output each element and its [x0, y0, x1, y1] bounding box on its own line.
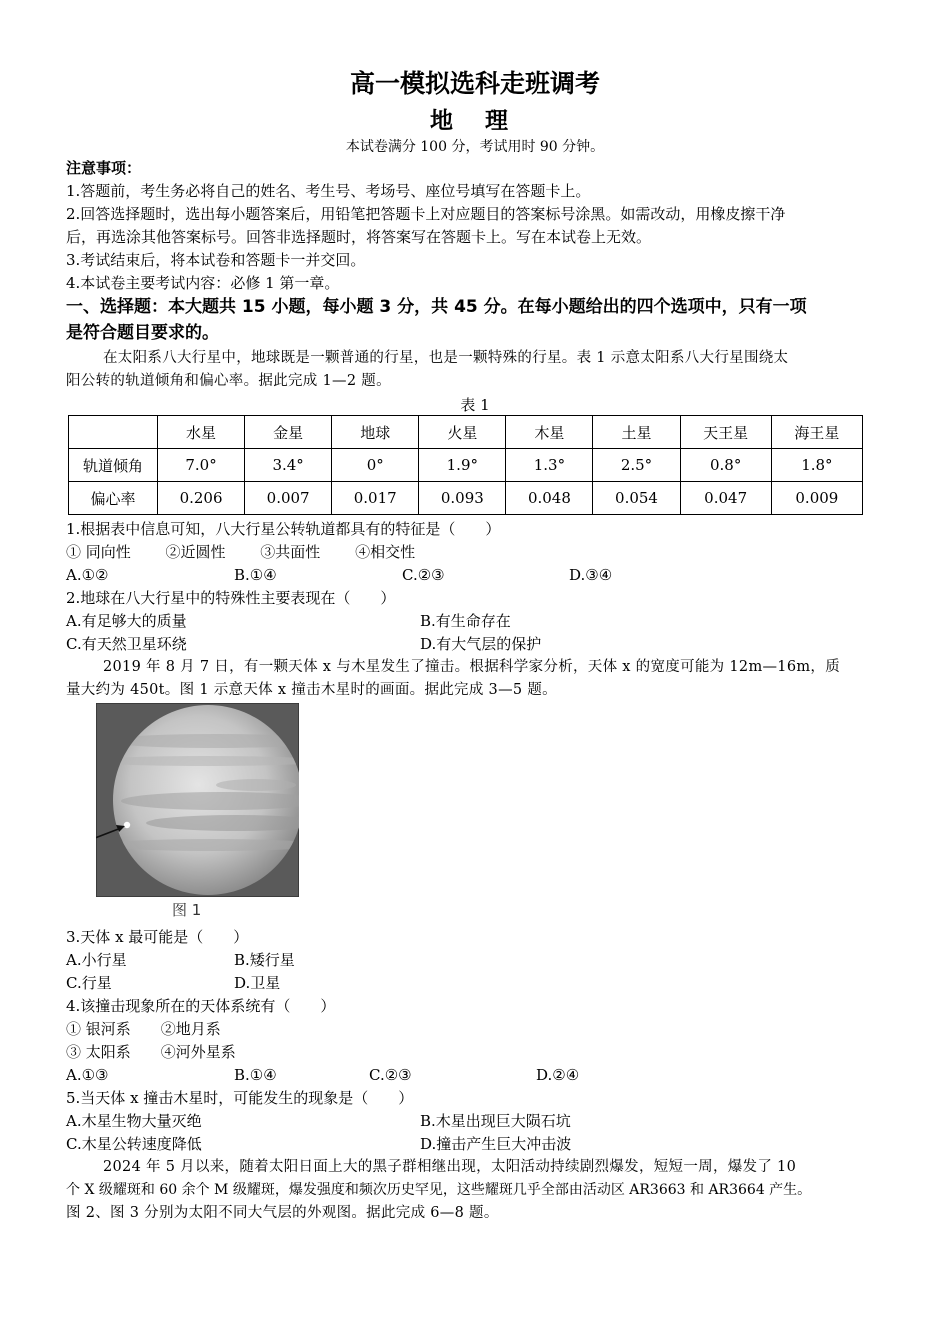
table-cell: 0.206: [158, 482, 245, 515]
question-2-option-c: C.有天然卫星环绕: [66, 635, 187, 653]
table-cell: 0.009: [771, 482, 862, 515]
table-cell: 7.0°: [158, 449, 245, 482]
table-cell: 0.047: [680, 482, 771, 515]
table-cell: 轨道倾角: [69, 449, 158, 482]
table-header-cell: [69, 416, 158, 449]
table-row: [69, 482, 863, 515]
passage-intro-2-cont: 量大约为 450t。图 1 示意天体 x 撞击木星时的画面。据此完成 3—5 题。: [66, 682, 557, 698]
table-header-cell: 土星: [593, 416, 680, 449]
question-3-option-c: C.行星: [66, 974, 112, 992]
passage-intro-3: 2024 年 5 月以来，随着太阳日面上大的黑子群相继出现，太阳活动持续剧烈爆发，短短一周，爆发了 10: [103, 1159, 797, 1175]
question-3-option-a: A.小行星: [66, 951, 127, 969]
table-cell: 偏心率: [69, 482, 158, 515]
table-cell: 0.017: [332, 482, 419, 515]
note-item: 后，再选涂其他答案标号。回答非选择题时，将答案写在答题卡上。写在本试卷上无效。: [66, 228, 652, 246]
question-1-option-a: A.①②: [66, 566, 109, 584]
question-2-option-a: A.有足够大的质量: [66, 612, 187, 630]
table-cell: 0.007: [245, 482, 332, 515]
question-4-items-2: ③ 太阳系 ④河外星系: [66, 1043, 236, 1061]
note-item: 2.回答选择题时，选出每小题答案后，用铅笔把答题卡上对应题目的答案标号涂黑。如需改动，用橡皮擦干净: [66, 205, 786, 223]
question-1-option-b: B.①④: [234, 566, 277, 584]
subject-title: 地 理: [429, 108, 520, 134]
question-4-items-1: ① 银河系 ②地月系: [66, 1020, 221, 1038]
question-5-option-a: A.木星生物大量灭绝: [66, 1112, 202, 1130]
section-heading: 一、选择题：本大题共 15 小题，每小题 3 分，共 45 分。在每小题给出的四个选项中，只有一项: [66, 297, 807, 317]
table-cell: 2.5°: [593, 449, 680, 482]
question-5-option-c: C.木星公转速度降低: [66, 1135, 202, 1153]
table-cell: 0°: [332, 449, 419, 482]
note-item: 1.答题前，考生务必将自己的姓名、考生号、考场号、座位号填写在答题卡上。: [66, 182, 591, 200]
table-header-row: [69, 416, 863, 449]
question-1-items: ① 同向性 ②近圆性 ③共面性 ④相交性: [66, 543, 416, 561]
note-item: 4.本试卷主要考试内容：必修 1 第一章。: [66, 274, 340, 292]
question-3-option-b: B.矮行星: [234, 951, 295, 969]
table-header-cell: 地球: [332, 416, 419, 449]
question-3-option-d: D.卫星: [234, 974, 281, 992]
question-1-stem: 1.根据表中信息可知，八大行星公转轨道都具有的特征是（ ）: [66, 520, 501, 538]
note-item: 3.考试结束后，将本试卷和答题卡一并交回。: [66, 251, 366, 269]
planet-orbit-table: [68, 415, 863, 515]
passage-intro-1-cont: 阳公转的轨道倾角和偏心率。据此完成 1—2 题。: [66, 373, 391, 389]
table-header-cell: 火星: [419, 416, 506, 449]
question-2-option-b: B.有生命存在: [420, 612, 511, 630]
question-2-stem: 2.地球在八大行星中的特殊性主要表现在（ ）: [66, 589, 396, 607]
table-header-cell: 天王星: [680, 416, 771, 449]
table-cell: 0.054: [593, 482, 680, 515]
section-heading-cont: 是符合题目要求的。: [66, 323, 219, 343]
jupiter-impact-image: [96, 703, 299, 897]
table-row: [69, 449, 863, 482]
question-4-option-c: C.②③: [369, 1066, 412, 1084]
question-1-option-c: C.②③: [402, 566, 445, 584]
question-4-stem: 4.该撞击现象所在的天体系统有（ ）: [66, 997, 336, 1015]
passage-intro-3-cont: 个 X 级耀斑和 60 余个 M 级耀斑，爆发强度和频次历史罕见，这些耀斑几乎全部由活动区 AR3663 和 AR3664 产生。: [66, 1182, 812, 1198]
table-cell: 1.9°: [419, 449, 506, 482]
table-cell: 0.093: [419, 482, 506, 515]
exam-subtitle: 本试卷满分 100 分，考试用时 90 分钟。: [345, 139, 605, 155]
table-header-cell: 木星: [506, 416, 593, 449]
question-1-option-d: D.③④: [569, 566, 613, 584]
question-5-stem: 5.当天体 x 撞击木星时，可能发生的现象是（ ）: [66, 1089, 414, 1107]
table-cell: 3.4°: [245, 449, 332, 482]
question-2-option-d: D.有大气层的保护: [420, 635, 542, 653]
table-header-cell: 金星: [245, 416, 332, 449]
table-cell: 1.8°: [771, 449, 862, 482]
notes-heading: 注意事项：: [66, 159, 142, 177]
passage-intro-2: 2019 年 8 月 7 日，有一颗天体 x 与木星发生了撞击。根据科学家分析，天体 x 的宽度可能为 12m—16m，质: [103, 659, 840, 675]
table-cell: 0.8°: [680, 449, 771, 482]
question-4-option-a: A.①③: [66, 1066, 109, 1084]
question-5-option-b: B.木星出现巨大陨石坑: [420, 1112, 571, 1130]
exam-title: 高一模拟选科走班调考: [349, 69, 600, 98]
table-cell: 0.048: [506, 482, 593, 515]
question-3-stem: 3.天体 x 最可能是（ ）: [66, 928, 249, 946]
question-4-option-b: B.①④: [234, 1066, 277, 1084]
question-4-option-d: D.②④: [536, 1066, 580, 1084]
question-5-option-d: D.撞击产生巨大冲击波: [420, 1135, 572, 1153]
table-cell: 1.3°: [506, 449, 593, 482]
passage-intro-1: 在太阳系八大行星中，地球既是一颗普通的行星，也是一颗特殊的行星。表 1 示意太阳系八大行星围绕太: [103, 350, 789, 366]
table-header-cell: 海王星: [771, 416, 862, 449]
table-caption: 表 1: [460, 396, 490, 414]
table-header-cell: 水星: [158, 416, 245, 449]
passage-intro-3-end: 图 2、图 3 分别为太阳不同大气层的外观图。据此完成 6—8 题。: [66, 1205, 499, 1221]
figure-1-caption: 图 1: [172, 901, 202, 919]
